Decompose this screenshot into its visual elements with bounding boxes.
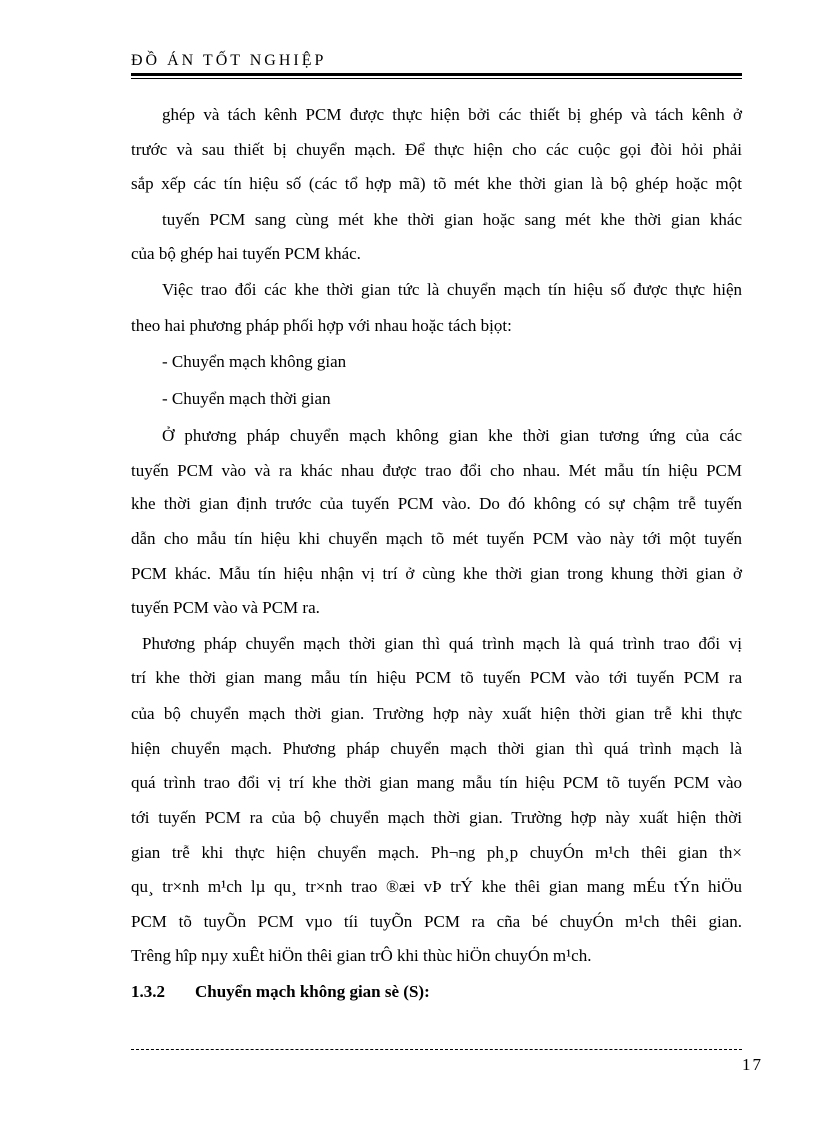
list-item: - Chuyển mạch không gian	[162, 352, 347, 371]
text-line: tuyến PCM vào và PCM ra.	[131, 598, 320, 617]
text-line: Việc trao đổi các khe thời gian tức là chuyển mạch tín hiệu số được thực hiện	[162, 280, 742, 299]
text-line: tới tuyến PCM ra của bộ chuyển mạch thời gian. Trường hợp này xuất hiện thời	[131, 808, 742, 827]
text-line: tuyến PCM vào và ra khác nhau được trao đổi cho nhau. Mét mẫu tín hiệu PCM	[131, 461, 742, 480]
text-line: của bộ chuyển mạch thời gian. Trường hợp này xuất hiện thời gian trễ khi thực	[131, 704, 742, 723]
text-line: tuyến PCM sang cùng mét khe thời gian hoặc sang mét khe thời gian khác	[162, 210, 742, 229]
text-line: hiện chuyển mạch. Phương pháp chuyển mạch thời gian thì quá trình mạch là	[131, 739, 742, 758]
section-heading	[131, 982, 430, 1002]
section-title: Chuyển mạch không gian sè (S):	[195, 982, 430, 1001]
text-line: Ở phương pháp chuyển mạch không gian khe thời gian tương ứng của các	[162, 426, 742, 445]
text-line: trước và sau thiết bị chuyển mạch. Để thực hiện cho các cuộc gọi đòi hỏi phải	[131, 140, 742, 159]
text-line: trí khe thời gian mang mẫu tín hiệu PCM tõ tuyến PCM vào tới tuyến PCM ra	[131, 668, 742, 687]
text-line: của bộ ghép hai tuyến PCM khác.	[131, 244, 361, 263]
text-line: Phương pháp chuyển mạch thời gian thì quá trình mạch là quá trình trao đổi vị	[142, 634, 742, 653]
text-line: PCM khác. Mẫu tín hiệu nhận vị trí ở cùng khe thời gian trong khung thời gian ở	[131, 564, 742, 583]
text-line: dẫn cho mẫu tín hiệu khi chuyển mạch tõ mét tuyến PCM vào này tới một tuyến	[131, 529, 742, 548]
text-line: theo hai phương pháp phối hợp với nhau hoặc tách bịọt:	[131, 316, 512, 335]
page-number: 17	[742, 1055, 763, 1074]
document-header: ĐỒ ÁN TỐT NGHIỆP	[131, 52, 327, 69]
section-number: 1.3.2	[131, 982, 165, 1001]
text-line: khe thời gian định trước của tuyến PCM vào. Do đó không có sự chậm trễ tuyến	[131, 494, 742, 513]
text-line: PCM tõ tuyÕn PCM vµo tíi tuyÕn PCM ra cña bé chuyÓn m¹ch thêi gian.	[131, 912, 742, 931]
list-item: - Chuyển mạch thời gian	[162, 389, 331, 408]
text-line: quá trình trao đổi vị trí khe thời gian mang mẫu tín hiệu PCM tõ tuyến PCM vào	[131, 773, 742, 792]
text-line: qu¸ tr×nh m¹ch lµ qu¸ tr×nh trao ®æi vÞ trÝ khe thêi gian mang mÉu tÝn hiÖu	[131, 877, 742, 896]
text-line: ghép và tách kênh PCM được thực hiện bởi các thiết bị ghép và tách kênh ở	[162, 105, 742, 124]
text-line: gian trễ khi thực hiện chuyển mạch. Ph¬ng ph¸p chuyÓn m¹ch thêi gian th×	[131, 843, 742, 862]
text-line: sắp xếp các tín hiệu số (các tổ hợp mã) tõ mét khe thời gian là bộ ghép hoặc một	[131, 174, 742, 193]
footer-rule	[131, 1049, 742, 1050]
text-line: Trêng hîp nµy xuÊt hiÖn thêi gian trÔ khi thùc hiÖn chuyÓn m¹ch.	[131, 946, 592, 965]
